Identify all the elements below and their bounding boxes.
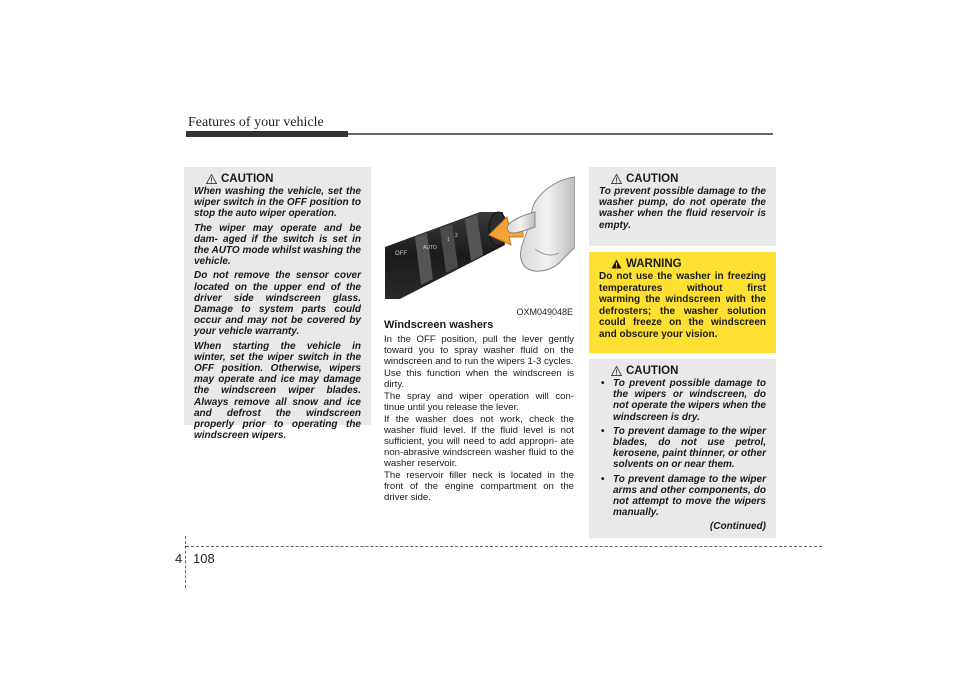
section-heading: Windscreen washers	[384, 319, 494, 331]
caution-box-right-top	[589, 167, 776, 246]
caution-paragraph: When starting the vehicle in winter, set the wiper switch in the OFF position. Otherwise, wipers may operate and ice may damage the windscreen wiper blades. Always remove all snow and ice and defrost the windscreen properly prior to operating the windscreen wipers.	[194, 340, 361, 442]
body-paragraph: The reservoir filler neck is located in the front of the engine compartment on the driver side.	[384, 470, 574, 503]
page-number: 108	[193, 551, 215, 566]
svg-text:AUTO: AUTO	[423, 245, 437, 251]
body-paragraph: In the OFF position, pull the lever gently toward you to spray washer fluid on the windscreen and to run the wipers 1-3 cycles.	[384, 334, 574, 367]
continued-label: (Continued)	[709, 521, 766, 533]
warning-triangle-icon	[206, 174, 217, 184]
warning-triangle-icon	[611, 366, 622, 376]
caution-paragraph: When washing the vehicle, set the wiper switch in the OFF position to stop the auto wiper operation.	[194, 186, 361, 220]
caution-box-right-bottom	[589, 359, 776, 538]
list-item: • To prevent damage to the wiper blades, do not use petrol, kerosene, paint thinner, or other solvents on or near them.	[601, 425, 766, 471]
page-header-title: Features of your vehicle	[188, 115, 324, 130]
bullet-text: To prevent possible damage to the wipers or windscreen, do not operate the wipers when the windscreen is dry.	[613, 378, 766, 423]
caution-title-text: CAUTION	[626, 173, 679, 185]
caution-paragraph: Do not remove the sensor cover located on the upper end of the driver side windscreen glass. Damage to system parts could occur and may not be covered by your vehicle warranty.	[194, 270, 361, 338]
header-tab-bar	[186, 131, 348, 137]
caution-title-text: CAUTION	[626, 365, 679, 377]
list-item: • To prevent damage to the wiper arms and other components, do not attempt to move the wipers manually.	[601, 473, 766, 519]
bullet-text: To prevent damage to the wiper blades, do not use petrol, kerosene, paint thinner, or other solvents on or near them.	[613, 425, 766, 471]
caution-bullet-list	[599, 378, 766, 518]
caution-paragraph: To prevent possible damage to the washer pump, do not operate the washer when the fluid reservoir is empty.	[599, 186, 766, 231]
wiper-lever-drawing	[385, 167, 575, 317]
warning-paragraph: Do not use the washer in freezing temperatures without first warming the windscreen with the defrosters; the washer solution could freeze on the windscreen and obscure your vision.	[599, 271, 766, 340]
caution-title	[206, 173, 361, 185]
caution-title	[611, 173, 766, 185]
bullet-text: To prevent damage to the wiper arms and other components, do not attempt to move the wipers manually.	[613, 473, 766, 519]
figure-code: OXM049048E	[516, 307, 573, 317]
body-paragraph: The spray and wiper operation will con- tinue until you release the lever.	[384, 391, 574, 413]
body-paragraph: Use this function when the windscreen is dirty.	[384, 368, 574, 390]
caution-title	[611, 365, 766, 377]
footer-divider	[185, 536, 186, 588]
warning-triangle-icon	[611, 259, 622, 269]
caution-paragraph: The wiper may operate and be dam- aged if the switch is set in the AUTO mode whilst washing the vehicle.	[194, 222, 361, 268]
caution-title-text: CAUTION	[221, 173, 274, 185]
footer-rule	[186, 546, 822, 547]
caution-box-left	[184, 167, 371, 442]
svg-text:OFF: OFF	[395, 251, 407, 257]
list-item: • To prevent possible damage to the wipers or windscreen, do not operate the wipers when the windscreen is dry.	[601, 378, 766, 423]
warning-box	[589, 252, 776, 353]
svg-text:2: 2	[455, 233, 458, 239]
warning-title	[611, 258, 766, 270]
warning-triangle-icon	[611, 174, 622, 184]
body-paragraph: If the washer does not work, check the washer fluid level. If the fluid level is not sufficient, you will need to add appropri- ate non-abrasive windscreen washer fluid to the washer reservoir.	[384, 414, 574, 469]
wiper-lever-illustration	[385, 167, 575, 317]
warning-title-text: WARNING	[626, 258, 682, 270]
washer-section	[384, 319, 574, 504]
chapter-number: 4	[175, 551, 183, 566]
svg-text:1: 1	[447, 237, 450, 243]
